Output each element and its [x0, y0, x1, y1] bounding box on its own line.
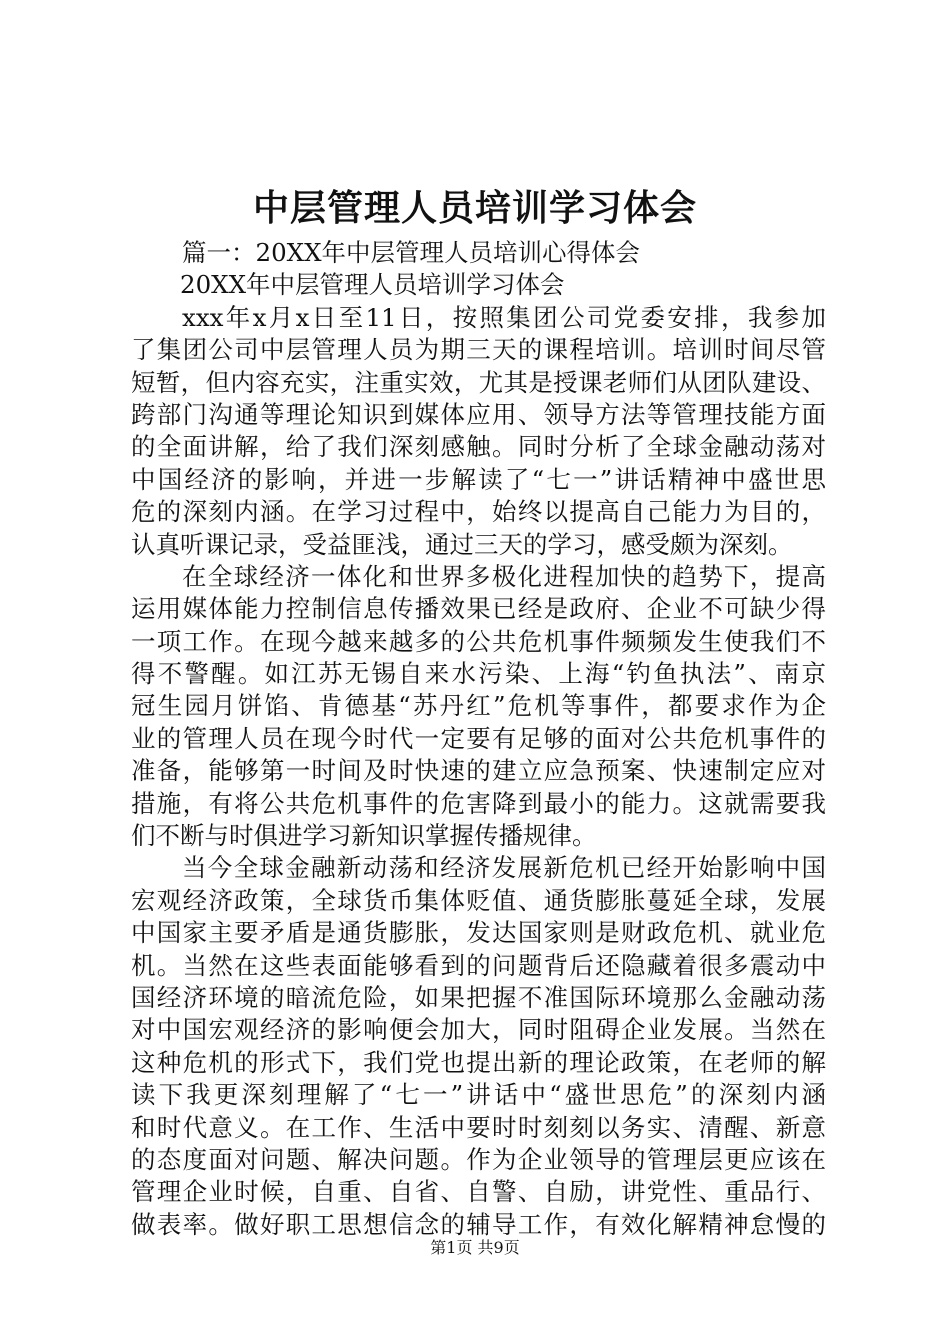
- text-line: 做表率。做好职工思想信念的辅导工作，有效化解精神怠慢的: [131, 1209, 826, 1239]
- document-title: 中层管理人员培训学习体会: [252, 187, 697, 229]
- text-line: 宏观经济政策，全球货币集体贬值、通货膨胀蔓延全球，发展: [131, 885, 826, 915]
- text-line: 一项工作。在现今越来越多的公共危机事件频频发生使我们不: [131, 626, 826, 656]
- text-line: 管理企业时候，自重、自省、自警、自励，讲党性、重品行、: [131, 1177, 826, 1207]
- text-line: 中国经济的影响，并进一步解读了“七一”讲话精神中盛世思: [131, 464, 826, 494]
- text-line: 在全球经济一体化和世界多极化进程加快的趋势下，提高: [182, 561, 826, 591]
- page-footer: 第1页 共9页: [430, 1238, 520, 1257]
- text-line: 跨部门沟通等理论知识到媒体应用、领导方法等管理技能方面: [131, 399, 826, 429]
- text-line: 篇一：20XX年中层管理人员培训心得体会: [182, 238, 641, 267]
- text-line: 冠生园月饼馅、肯德基“苏丹红”危机等事件，都要求作为企: [131, 691, 826, 721]
- text-line: 运用媒体能力控制信息传播效果已经是政府、企业不可缺少得: [131, 594, 826, 624]
- text-line: 了集团公司中层管理人员为期三天的课程培训。培训时间尽管: [131, 335, 826, 365]
- text-line: 对中国宏观经济的影响便会加大，同时阻碍企业发展。当然在: [131, 1015, 826, 1045]
- text-line: 这种危机的形式下，我们党也提出新的理论政策，在老师的解: [131, 1047, 826, 1077]
- text-line: 中国家主要矛盾是通货膨胀，发达国家则是财政危机、就业危: [131, 918, 826, 948]
- text-line: 读下我更深刻理解了“七一”讲话中“盛世思危”的深刻内涵: [131, 1080, 826, 1110]
- text-line: 得不警醒。如江苏无锡自来水污染、上海“钓鱼执法”、南京: [131, 659, 826, 689]
- text-line: xxx年x月x日至11日，按照集团公司党委安排，我参加: [182, 302, 826, 332]
- text-line: 机。当然在这些表面能够看到的问题背后还隐藏着很多震动中: [131, 950, 826, 980]
- text-line: 的态度面对问题、解决问题。作为企业领导的管理层更应该在: [131, 1144, 826, 1174]
- document-body: [131, 237, 826, 1241]
- text-line: 国经济环境的暗流危险，如果把握不准国际环境那么金融动荡: [131, 982, 826, 1012]
- text-line: 业的管理人员在现今时代一定要有足够的面对公共危机事件的: [131, 723, 826, 753]
- text-line: 的全面讲解，给了我们深刻感触。同时分析了全球金融动荡对: [131, 432, 826, 462]
- text-line: 准备，能够第一时间及时快速的建立应急预案、快速制定应对: [131, 756, 826, 786]
- text-line: 短暂，但内容充实，注重实效，尤其是授课老师们从团队建设、: [131, 367, 826, 397]
- text-line: 当今全球金融新动荡和经济发展新危机已经开始影响中国: [182, 853, 826, 883]
- text-line: 危的深刻内涵。在学习过程中，始终以提高自己能力为目的，: [131, 497, 826, 527]
- text-line: 认真听课记录，受益匪浅，通过三天的学习，感受颇为深刻。: [131, 529, 793, 559]
- text-line: 们不断与时俱进学习新知识掌握传播规律。: [131, 821, 597, 851]
- text-line: 措施，有将公共危机事件的危害降到最小的能力。这就需要我: [131, 788, 826, 818]
- text-line: 20XX年中层管理人员培训学习体会: [180, 270, 565, 300]
- text-line: 和时代意义。在工作、生活中要时时刻刻以务实、清醒、新意: [131, 1112, 826, 1142]
